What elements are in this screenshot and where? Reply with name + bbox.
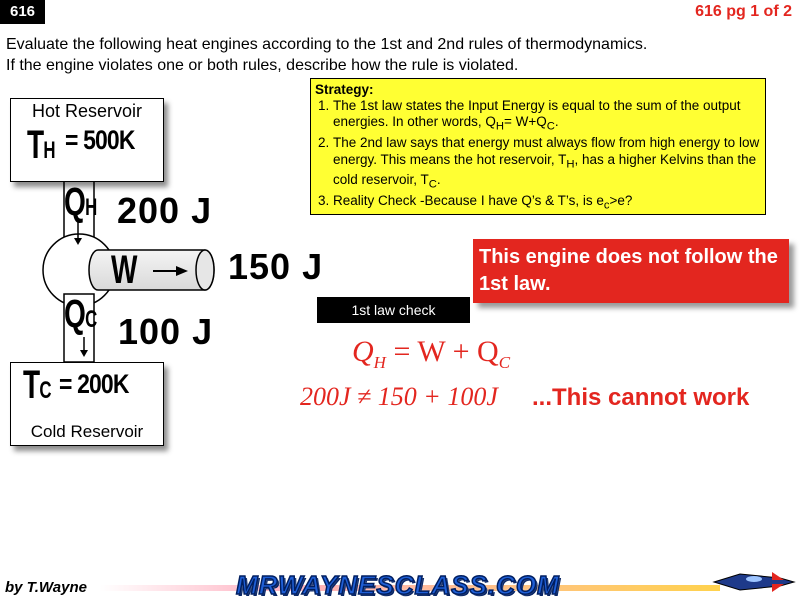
qh-sub: H bbox=[85, 194, 97, 221]
strategy-item-2-sub-h: H bbox=[566, 158, 575, 171]
slide-number-badge: 616 bbox=[0, 0, 45, 24]
qc-symbol bbox=[64, 292, 97, 337]
cold-temp-value: = 200K bbox=[59, 369, 129, 399]
eq-qc-sub: C bbox=[498, 353, 511, 372]
cold-temp-letter: T bbox=[23, 363, 40, 407]
strategy-item-1 bbox=[333, 98, 761, 135]
cold-reservoir bbox=[10, 362, 164, 446]
qc-value: 100 J bbox=[118, 311, 214, 352]
hot-reservoir-title: Hot Reservoir bbox=[31, 101, 143, 121]
strategy-item-3-text: Reality Check -Because I have Q’s & T’s, is e bbox=[333, 193, 604, 209]
strategy-item-1-mid: = W+Q bbox=[503, 114, 547, 130]
strategy-item-3 bbox=[333, 193, 761, 214]
eq-qh: Q bbox=[352, 335, 374, 368]
hot-temp-sub: H bbox=[43, 137, 55, 164]
strategy-item-1-end: . bbox=[554, 114, 559, 130]
first-law-check-label: 1st law check bbox=[317, 297, 470, 323]
hot-temp-symbol bbox=[27, 123, 55, 168]
cold-reservoir-title: Cold Reservoir bbox=[30, 422, 144, 441]
footer-site-logo: MRWAYNESCLASS.COM bbox=[236, 570, 560, 600]
strategy-list bbox=[315, 98, 761, 214]
qh-symbol bbox=[64, 180, 97, 225]
page-label: 616 pg 1 of 2 bbox=[695, 3, 792, 20]
qc-sub: C bbox=[85, 306, 97, 333]
work-value: 150 J bbox=[228, 246, 324, 287]
strategy-item-1-text: The 1st law states the Input Energy is equal to the sum of the output energies. In other words, Q bbox=[333, 98, 741, 130]
strategy-item-2-sub-c: C bbox=[428, 179, 437, 192]
cold-temp-sub: C bbox=[39, 377, 51, 404]
qh-value: 200 J bbox=[117, 190, 213, 231]
strategy-item-1-sub-h: H bbox=[495, 121, 504, 134]
rocket-icon bbox=[710, 568, 796, 596]
strategy-title: Strategy: bbox=[315, 82, 374, 97]
strategy-item-2 bbox=[333, 135, 761, 193]
strategy-item-2-end: . bbox=[436, 172, 441, 188]
cold-temp-symbol bbox=[23, 363, 51, 408]
conclusion-text: ...This cannot work bbox=[532, 384, 750, 411]
result-callout: This engine does not follow the 1st law. bbox=[473, 239, 789, 303]
strategy-item-3-end: >e? bbox=[609, 193, 633, 209]
eq-mid: = W + Q bbox=[385, 335, 499, 368]
strategy-item-3-sub-c: c bbox=[603, 199, 610, 212]
strategy-box bbox=[310, 78, 766, 215]
hot-reservoir bbox=[10, 98, 164, 182]
qc-letter: Q bbox=[64, 292, 86, 336]
strategy-item-2-text: The 2nd law says that energy must always flow from high energy to low energy. This means the hot reservoir, T bbox=[333, 135, 760, 167]
instructions-line-1: Evaluate the following heat engines according to the 1st and 2nd rules of thermodynamics. bbox=[6, 36, 648, 53]
strategy-item-1-sub-c: C bbox=[546, 121, 555, 134]
hot-temp-value: = 500K bbox=[65, 125, 135, 155]
work-symbol: W bbox=[111, 248, 137, 292]
instructions-line-2: If the engine violates one or both rules, describe how the rule is violated. bbox=[6, 57, 519, 74]
qh-letter: Q bbox=[64, 180, 86, 224]
first-law-equation bbox=[352, 335, 510, 373]
eq-qh-sub: H bbox=[373, 353, 386, 372]
strategy-item-2-mid: , has a higher Kelvins than the cold reservoir, T bbox=[333, 151, 757, 188]
first-law-substitution: 200J ≠ 150 + 100J bbox=[300, 382, 498, 411]
footer-author: by T.Wayne bbox=[5, 579, 87, 596]
hot-temp-letter: T bbox=[27, 123, 44, 167]
